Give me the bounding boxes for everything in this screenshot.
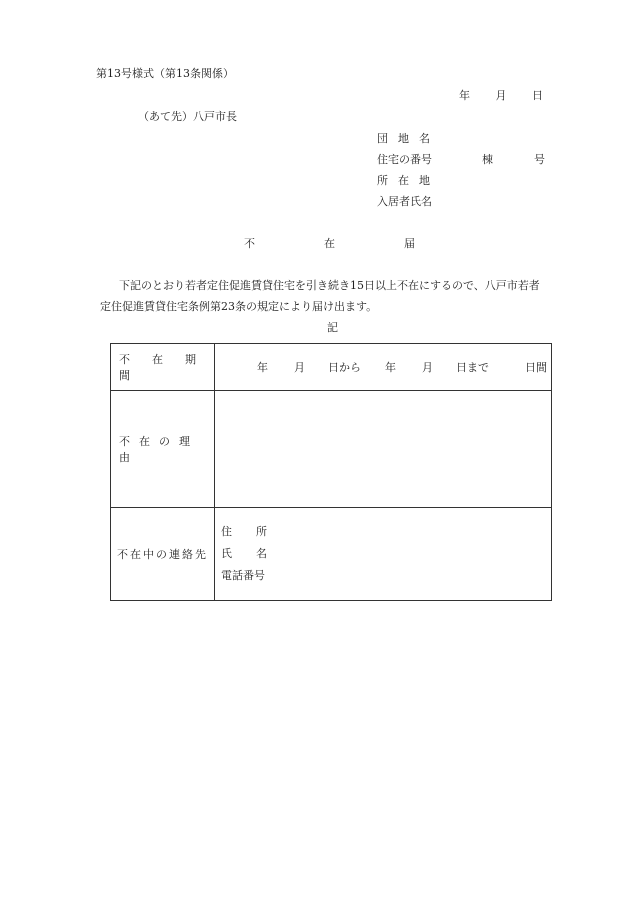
body-text-line-2: 定住促進賃貸住宅条例第23条の規定により届け出ます。 [100,300,378,313]
reason-value-cell[interactable] [215,391,552,508]
applicant-field-label: 住宅の番号 [377,153,432,166]
period-value-cell[interactable] [215,344,552,391]
contact-name-line [215,543,551,565]
period-month-from: 月 [294,361,305,374]
contact-value-cell[interactable] [215,508,552,601]
contact-label-cell [111,508,215,601]
contact-label: 不在中の連絡先 [117,548,208,561]
room-unit-label: 号 [534,153,545,166]
period-year-to: 年 [385,361,396,374]
contact-address-label: 住所 [221,525,291,538]
period-month-to: 月 [422,361,433,374]
applicant-field-label: 入居者氏名 [377,195,432,208]
applicant-field-estate [377,132,440,145]
ki-heading: 記 [327,321,338,334]
period-days: 日間 [525,361,547,374]
applicant-field-unit-number [377,153,432,166]
table-row-contact [111,508,552,601]
period-day-to: 日まで [456,361,489,374]
date-year-label: 年 [459,89,470,102]
contact-name-label: 氏名 [221,547,291,560]
reason-label: 不在の理由 [119,435,199,464]
table-row-reason [111,391,552,508]
body-text-line-1: 下記のとおり若者定住促進賃貸住宅を引き続き15日以上不在にするので、八戸市若者 [119,279,540,292]
form-number: 第13号様式（第13条関係） [96,67,234,80]
applicant-field-label: 所在地 [377,174,440,187]
reason-label-cell [111,391,215,508]
period-label [119,351,218,383]
addressee: （あて先）八戸市長 [138,110,237,123]
applicant-field-label: 団地名 [377,132,440,145]
table-row-period [111,344,552,391]
period-label-cell [111,344,218,391]
period-year-from: 年 [257,361,268,374]
absence-table [110,343,552,601]
contact-address-line [215,521,551,543]
period-label-text: 不在期間 [119,353,218,382]
applicant-field-resident-name [377,195,432,208]
date-month-label: 月 [495,89,507,102]
document-title: 不在届 [244,237,484,250]
date-day-label: 日 [532,89,543,102]
building-unit-label: 棟 [482,153,493,166]
period-day-from: 日から [328,361,361,374]
period-line [215,359,551,375]
contact-phone-label: 電話番号 [221,569,265,582]
date-line [459,89,543,102]
applicant-field-address [377,174,440,187]
contact-phone-line [215,565,551,587]
